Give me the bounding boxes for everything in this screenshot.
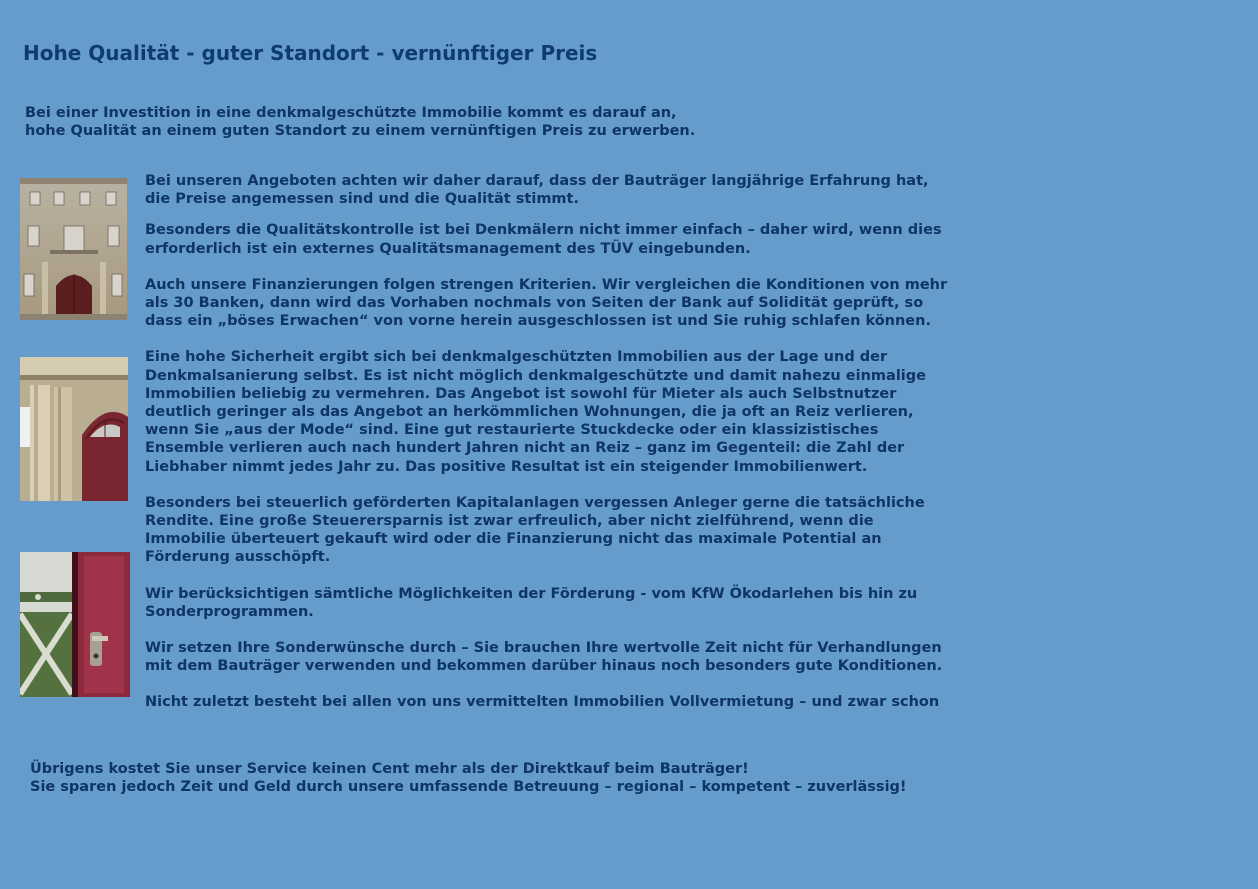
paragraph-line: deutlich geringer als das Angebot an herkömmlichen Wohnungen, die ja oft an Reiz verlieren, [145, 404, 914, 421]
paragraph-line: Nicht zuletzt besteht bei allen von uns vermittelten Immobilien Vollvermietung – und zwar schon [145, 694, 940, 710]
paragraph-line: dass ein „böses Erwachen“ von vorne herein ausgeschlossen ist und Sie ruhig schlafen können. [145, 313, 931, 330]
columns-doorway-photo [20, 357, 128, 501]
paragraph-line: Liebhaber nimmt jedes Jahr zu. Das positive Resultat ist ein steigender Immobilienwert. [145, 458, 868, 475]
footer-line-2: Sie sparen jedoch Zeit und Geld durch unsere umfassende Betreuung – regional – kompetent – zuverlässig! [30, 779, 907, 795]
paragraph-line: Auch unsere Finanzierungen folgen strengen Kriterien. Wir vergleichen die Konditionen von mehr [145, 276, 948, 293]
intro-line-1: Bei einer Investition in eine denkmalgeschützte Immobilie kommt es darauf an, [25, 105, 677, 121]
paragraph-line: Wir setzen Ihre Sonderwünsche durch – Sie brauchen Ihre wertvolle Zeit nicht für Verhandlungen [145, 640, 942, 657]
paragraph-tax-benefits [145, 494, 985, 567]
intro-text [25, 104, 695, 140]
paragraph-line: Förderung ausschöpft. [145, 549, 331, 566]
paragraph-line: die Preise angemessen sind und die Qualität stimmt. [145, 191, 579, 208]
paragraph-line: wenn Sie „aus der Mode“ sind. Eine gut restaurierte Stuckdecke oder ein klassizistisches [145, 422, 879, 439]
paragraph-line: Rendite. Eine große Steuerersparnis ist zwar erfreulich, aber nicht zielführend, wenn die [145, 513, 874, 530]
footer-line-1: Übrigens kostet Sie unser Service keinen Cent mehr als der Direktkauf beim Bauträger! [30, 761, 749, 777]
paragraph-security [145, 348, 985, 475]
paragraph-full-occupancy [145, 693, 985, 710]
paragraph-line: als 30 Banken, dann wird das Vorhaben nochmals von Seiten der Bank auf Solidität geprüft, so [145, 295, 924, 312]
footer-text [30, 760, 907, 796]
paragraph-line: mit dem Bauträger verwenden und bekommen darüber hinaus noch besonders gute Konditionen. [145, 658, 943, 675]
red-door-handle-photo [20, 552, 130, 697]
paragraph-special-requests [145, 639, 985, 675]
paragraph-line: erforderlich ist ein externes Qualitätsmanagement des TÜV eingebunden. [145, 240, 751, 257]
paragraph-funding [145, 585, 985, 621]
paragraph-line: Wir berücksichtigen sämtliche Möglichkeiten der Förderung - vom KfW Ökodarlehen bis hin zu [145, 585, 918, 602]
paragraph-line: Eine hohe Sicherheit ergibt sich bei denkmalgeschützten Immobilien aus der Lage und der [145, 349, 888, 366]
paragraph-line: Besonders bei steuerlich geförderten Kapitalanlagen vergessen Anleger gerne die tatsächliche [145, 494, 925, 511]
paragraph-line: Denkmalsanierung selbst. Es ist nicht möglich denkmalgeschützte und damit nahezu einmalige [145, 367, 926, 384]
paragraph-line: Sonderprogrammen. [145, 603, 314, 620]
paragraph-quality-control [145, 221, 985, 257]
paragraph-line: Ensemble verlieren auch nach hundert Jahren nicht an Reiz – ganz im Gegenteil: die Zahl der [145, 440, 905, 457]
paragraph-line: Bei unseren Angeboten achten wir daher darauf, dass der Bauträger langjährige Erfahrung hat, [145, 173, 929, 189]
page-title: Hohe Qualität - guter Standort - vernünftiger Preis [23, 41, 598, 65]
paragraph-line: Immobilie überteuert gekauft wird oder die Finanzierung nicht das maximale Potential an [145, 531, 882, 548]
intro-line-2: hohe Qualität an einem guten Standort zu einem vernünftigen Preis zu erwerben. [25, 123, 696, 139]
paragraph-line: Besonders die Qualitätskontrolle ist bei Denkmälern nicht immer einfach – daher wird, wenn dies [145, 222, 942, 239]
main-content [145, 172, 985, 710]
building-facade-photo [20, 178, 127, 320]
paragraph-offers [145, 172, 985, 208]
paragraph-line: Immobilien beliebig zu vermehren. Das Angebot ist sowohl für Mieter als auch Selbstnutzer [145, 385, 897, 402]
paragraph-financing [145, 276, 985, 331]
